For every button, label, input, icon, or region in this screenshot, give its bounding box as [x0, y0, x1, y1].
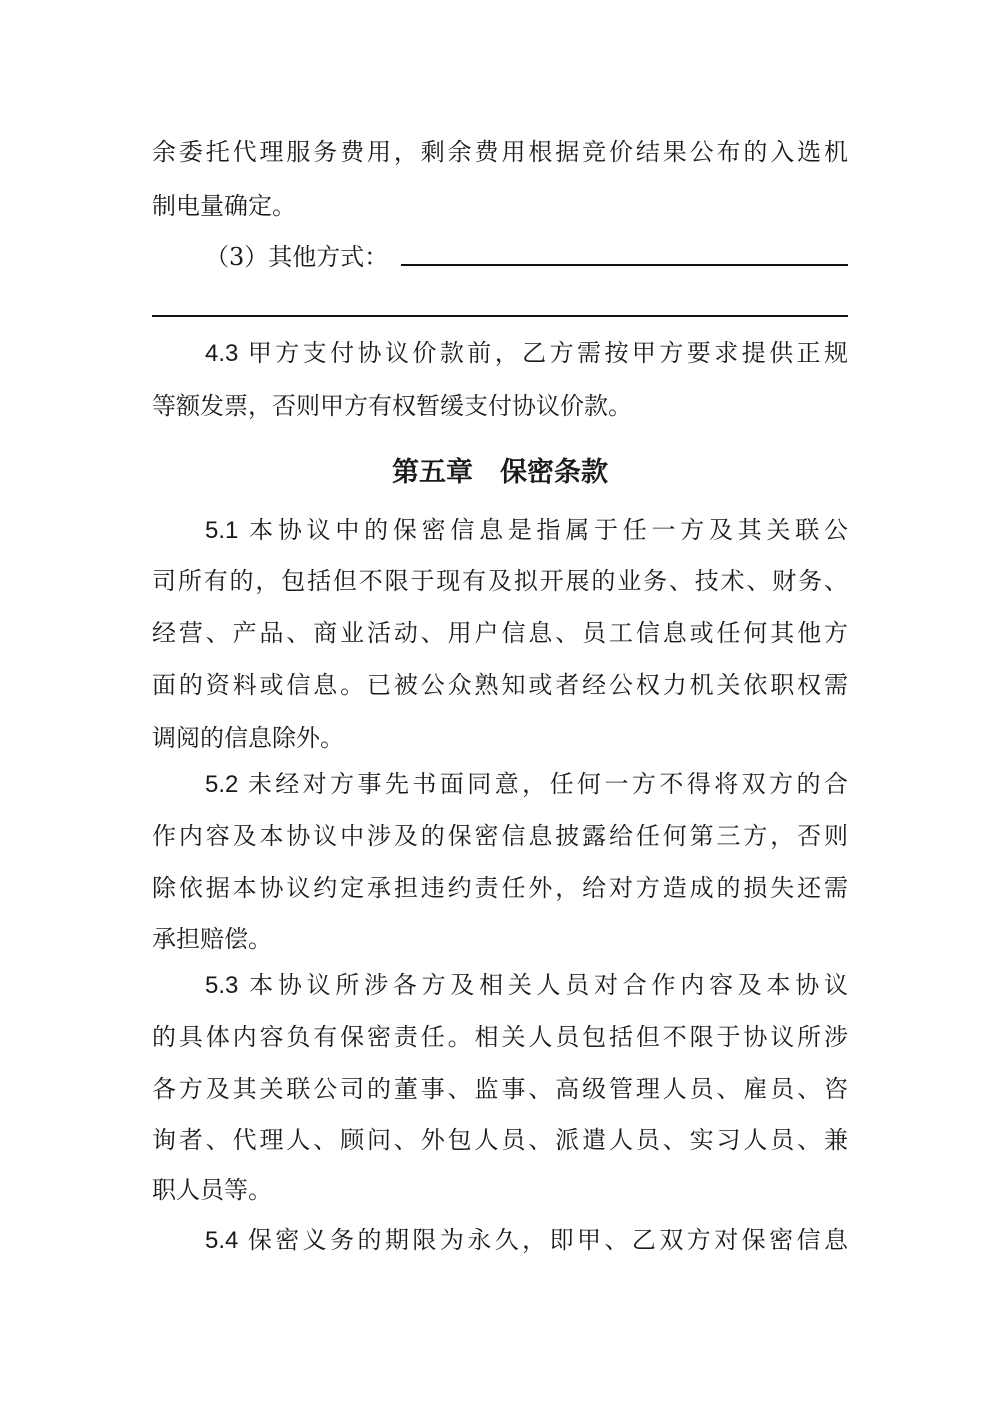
clause-5-1 — [205, 515, 848, 546]
clause-5-3 — [205, 970, 848, 1001]
clause-number: 5.2 — [205, 771, 239, 798]
text-line: 职人员等。 — [152, 1176, 272, 1204]
clause-text: 本协议所涉各方及相关人员对合作内容及本协议 — [244, 971, 848, 999]
clause-number: 5.3 — [205, 972, 239, 999]
text-line: 经营、产品、商业活动、用户信息、员工信息或任何其他方 — [152, 619, 848, 647]
text-line: 的具体内容负有保密责任。相关人员包括但不限于协议所涉 — [152, 1023, 848, 1051]
clause-4-3 — [205, 338, 848, 369]
text-line: 面的资料或信息。已被公众熟知或者经公权力机关依职权需 — [152, 671, 848, 699]
text-line: 调阅的信息除外。 — [152, 724, 344, 752]
text-line: 作内容及本协议中涉及的保密信息披露给任何第三方，否则 — [152, 822, 848, 850]
clause-text: 本协议中的保密信息是指属于任一方及其关联公 — [244, 516, 848, 544]
text-line: 承担赔偿。 — [152, 925, 272, 953]
item-3-label: （3）其他方式： — [205, 243, 389, 271]
blank-fill-line — [152, 315, 848, 317]
clause-5-4 — [205, 1225, 848, 1256]
text-line: 司所有的，包括但不限于现有及拟开展的业务、技术、财务、 — [152, 567, 848, 595]
clause-5-2 — [205, 769, 848, 800]
text-line: 等额发票，否则甲方有权暂缓支付协议价款。 — [152, 392, 632, 420]
clause-number: 4.3 — [205, 340, 239, 367]
text-line: 制电量确定。 — [152, 192, 296, 220]
text-line: 除依据本协议约定承担违约责任外，给对方造成的损失还需 — [152, 874, 848, 902]
clause-number: 5.1 — [205, 517, 239, 544]
text-line: 询者、代理人、顾问、外包人员、派遣人员、实习人员、兼 — [152, 1126, 848, 1154]
clause-text: 保密义务的期限为永久，即甲、乙双方对保密信息 — [244, 1226, 848, 1254]
blank-fill-line — [401, 264, 848, 266]
clause-number: 5.4 — [205, 1227, 239, 1254]
clause-text: 甲方支付协议价款前，乙方需按甲方要求提供正规 — [244, 339, 848, 367]
chapter-title: 第五章 保密条款 — [392, 457, 608, 488]
text-line: 余委托代理服务费用，剩余费用根据竞价结果公布的入选机 — [152, 138, 848, 166]
text-line: 各方及其关联公司的董事、监事、高级管理人员、雇员、咨 — [152, 1075, 848, 1103]
clause-text: 未经对方事先书面同意，任何一方不得将双方的合 — [244, 770, 848, 798]
